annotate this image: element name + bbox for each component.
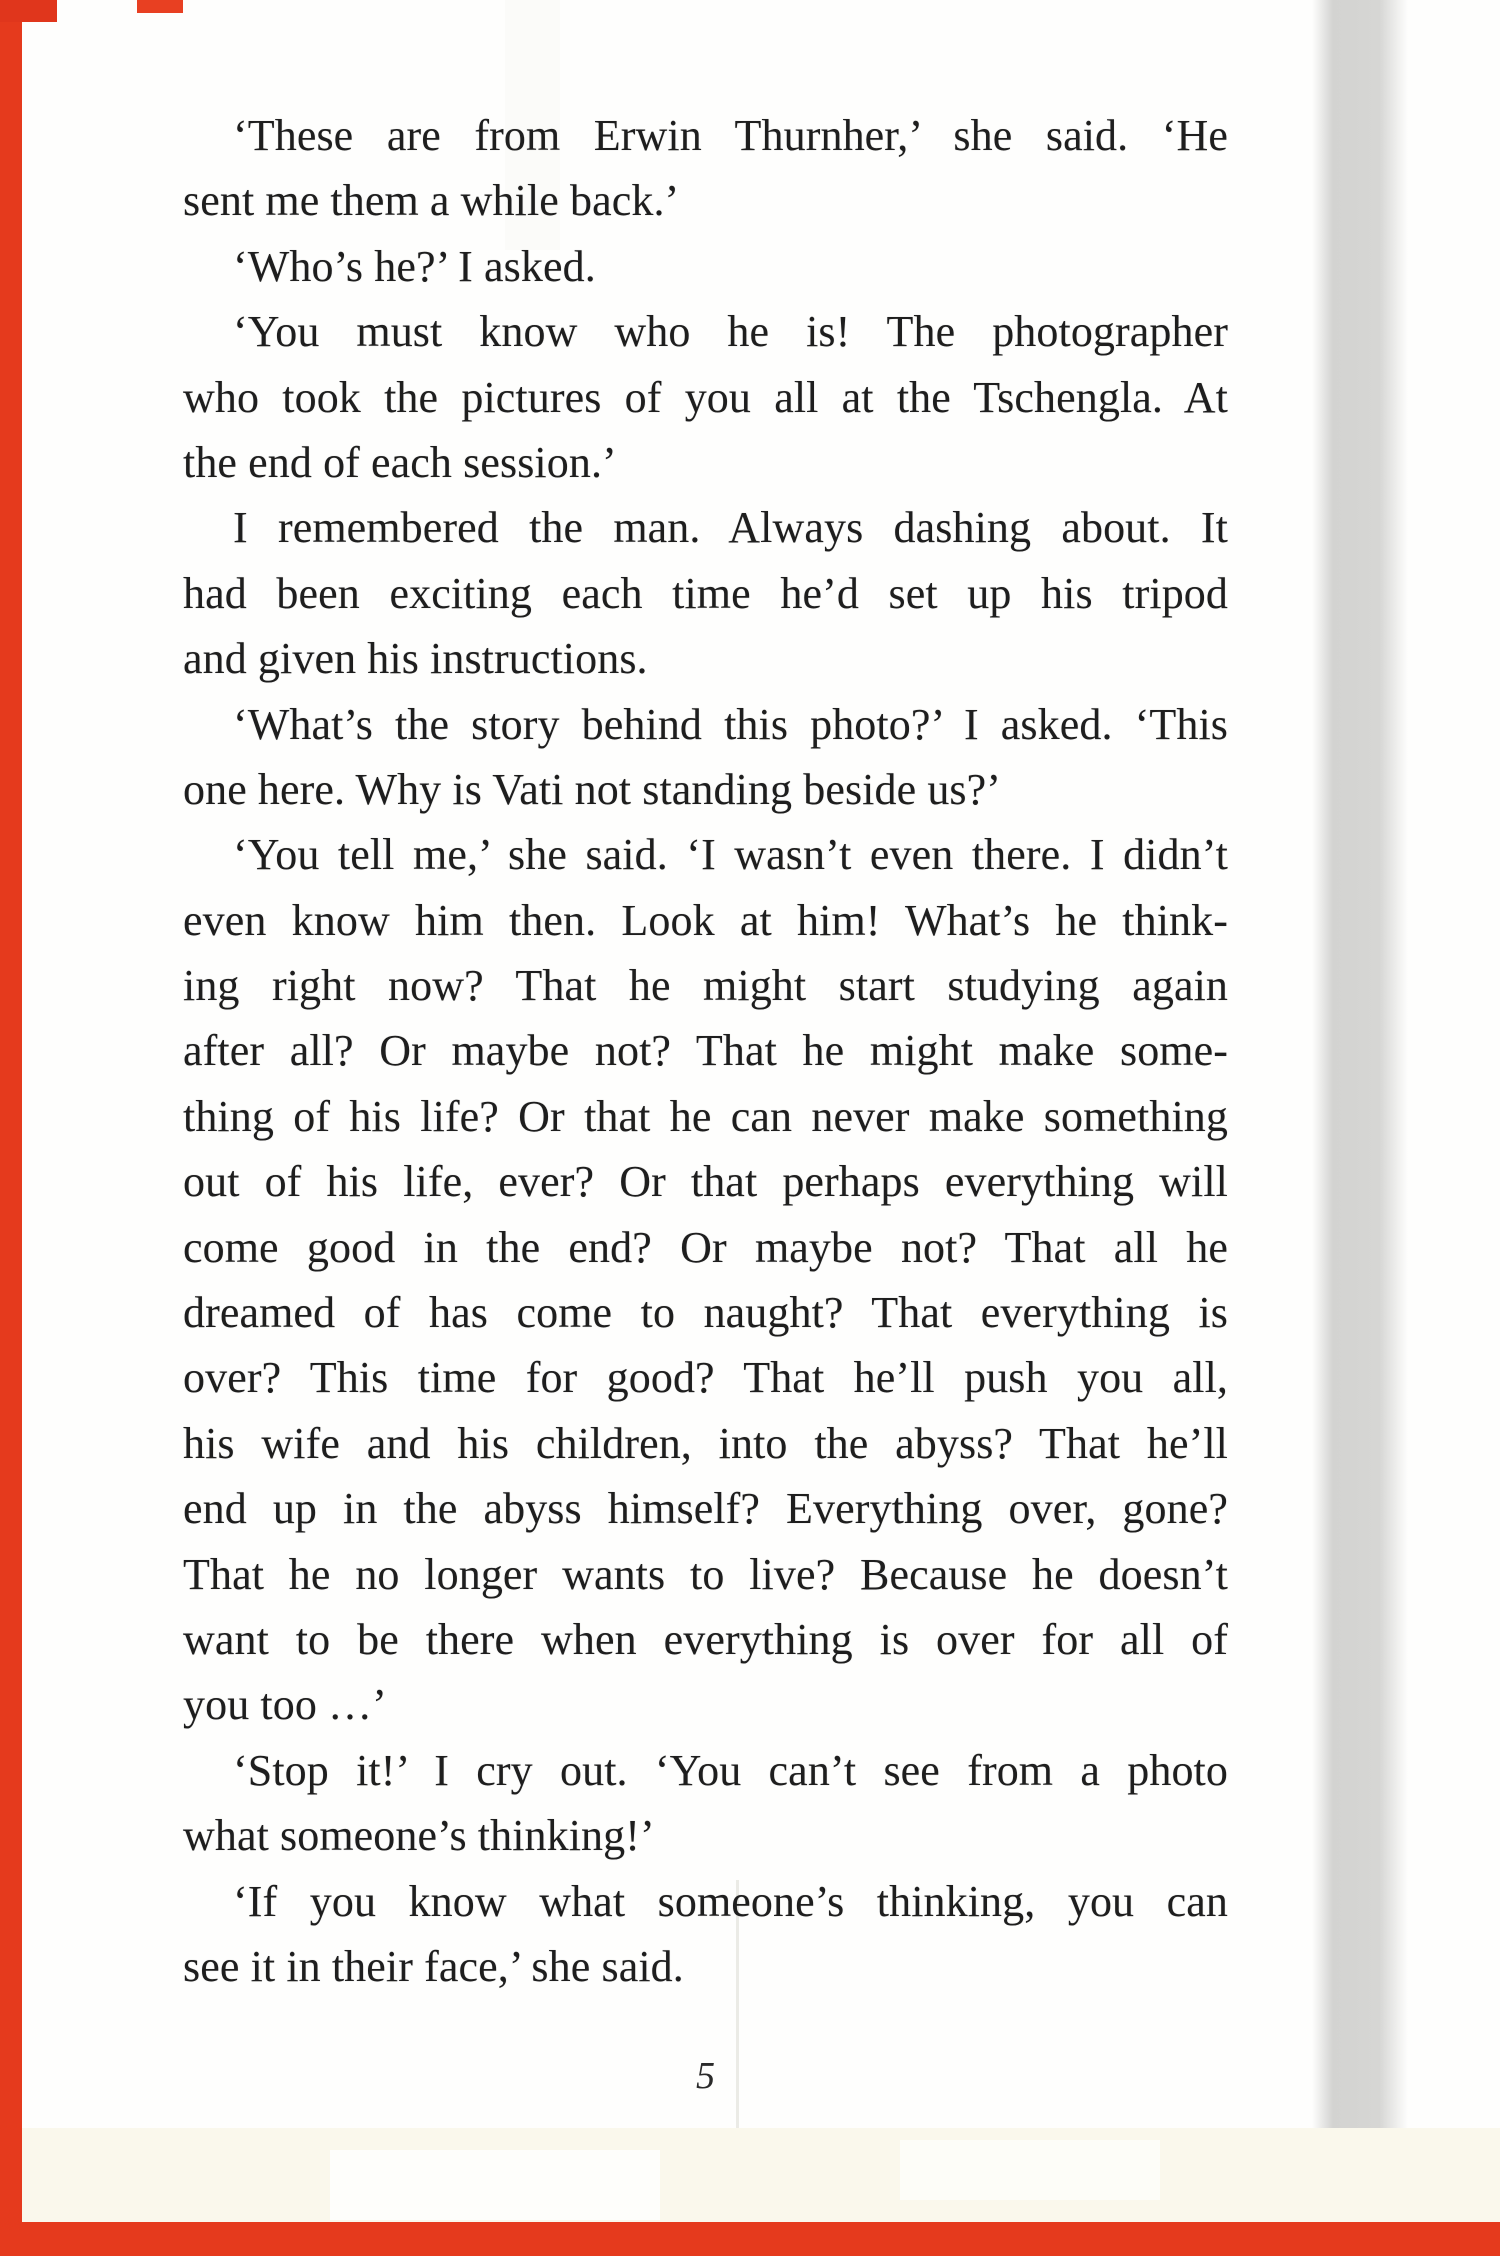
text-line: ‘Who’s he?’ I asked. bbox=[233, 241, 596, 291]
text-line: ‘What’s the story behind this photo?’ I asked. ‘This bbox=[233, 699, 1228, 749]
text-line: That he no longer wants to live? Because he doesn’t bbox=[183, 1549, 1228, 1599]
scan-light-patch bbox=[900, 2140, 1160, 2200]
text-line: what someone’s thinking!’ bbox=[183, 1811, 655, 1861]
text-line: I remembered the man. Always dashing about. It bbox=[233, 503, 1228, 553]
text-line: his wife and his children, into the abyss? That he’ll bbox=[183, 1418, 1228, 1468]
text-line: over? This time for good? That he’ll push you all, bbox=[183, 1353, 1228, 1403]
text-line: end up in the abyss himself? Everything over, gone? bbox=[183, 1484, 1228, 1534]
text-line: even know him then. Look at him! What’s he think- bbox=[183, 895, 1228, 945]
text-line: ‘Stop it!’ I cry out. ‘You can’t see from a photo bbox=[233, 1745, 1228, 1795]
book-cover-top-patch bbox=[137, 0, 183, 13]
text-line: out of his life, ever? Or that perhaps everything will bbox=[183, 1157, 1228, 1207]
text-line: who took the pictures of you all at the Tschengla. At bbox=[183, 372, 1228, 422]
book-cover-edge-left bbox=[0, 0, 22, 2256]
text-line: come good in the end? Or maybe not? That all he bbox=[183, 1222, 1228, 1272]
scan-light-patch bbox=[330, 2150, 660, 2220]
text-line: had been exciting each time he’d set up his tripod bbox=[183, 568, 1228, 618]
text-line: one here. Why is Vati not standing beside us?’ bbox=[183, 764, 1002, 814]
text-line: ing right now? That he might start studying again bbox=[183, 961, 1228, 1011]
text-line: want to be there when everything is over for all of bbox=[183, 1614, 1228, 1664]
text-line: sent me them a while back.’ bbox=[183, 176, 680, 226]
text-line: and given his instructions. bbox=[183, 634, 648, 684]
text-line: thing of his life? Or that he can never make something bbox=[183, 1091, 1228, 1141]
text-line: ‘These are from Erwin Thurnher,’ she said. ‘He bbox=[233, 111, 1228, 160]
text-line: see it in their face,’ she said. bbox=[183, 1941, 684, 1991]
text-block bbox=[183, 103, 1228, 1999]
scan-shadow-band-right bbox=[1312, 0, 1408, 2256]
book-cover-corner-patch bbox=[0, 0, 57, 22]
text-line: ‘If you know what someone’s thinking, you can bbox=[233, 1876, 1228, 1926]
text-line: dreamed of has come to naught? That everything is bbox=[183, 1288, 1228, 1338]
book-cover-edge-bottom bbox=[0, 2222, 1500, 2256]
text-line: you too …’ bbox=[183, 1680, 387, 1730]
text-line: the end of each session.’ bbox=[183, 437, 617, 487]
text-line: ‘You must know who he is! The photographer bbox=[233, 307, 1228, 357]
text-line: ‘You tell me,’ she said. ‘I wasn’t even there. I didn’t bbox=[233, 830, 1228, 880]
page-number: 5 bbox=[696, 2055, 715, 2097]
text-line: after all? Or maybe not? That he might make some- bbox=[183, 1026, 1228, 1076]
